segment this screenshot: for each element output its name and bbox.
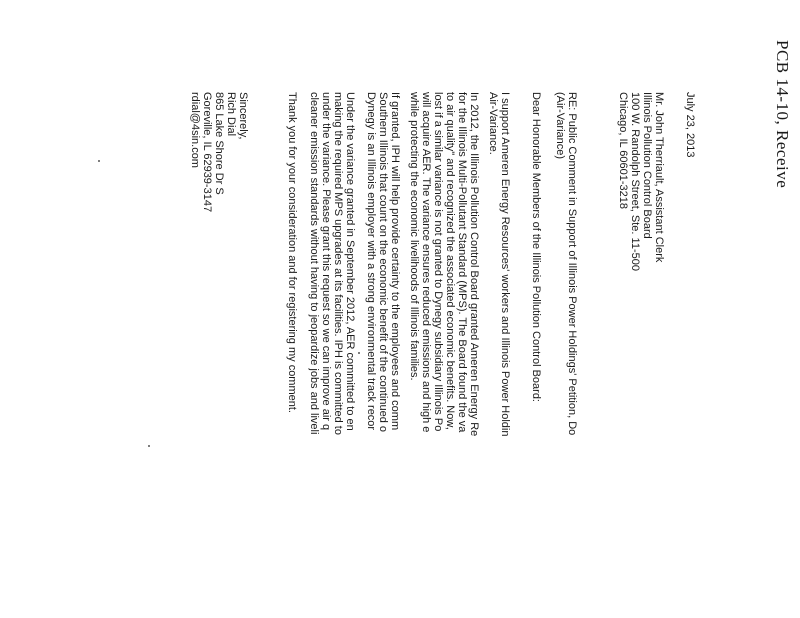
paragraph-background: [408, 92, 480, 436]
signature-block: [189, 92, 249, 212]
paragraph-line: I support Ameren Energy Resources' workers and Illinois Power Holdin: [499, 92, 511, 437]
paragraph-line: lost if a similar variance is not granted to Dynegy subsidiary Illinois Po: [432, 92, 444, 432]
paragraph-line: Southern Illinois that count on the economic benefit of the continued o: [377, 92, 389, 433]
paragraph-line: to air quality" and recognized the associated economic benefits. Now,: [444, 92, 456, 430]
paragraph-line: cleaner emission standards without having to jeopardize jobs and liveli: [308, 92, 320, 435]
paragraph-line: under the variance. Please grant this request so we can improve air q: [320, 92, 332, 431]
paragraph-line: Dynegy is an Illinois employer with a strong environmental track recor: [365, 92, 377, 431]
salutation: Dear Honorable Members of the Illinois Pollution Control Board:: [530, 92, 542, 402]
letter-date: July 23, 2013: [684, 92, 696, 158]
recipient-address: [617, 92, 665, 271]
paragraph-line: making the required MPS upgrades at its facilities. IPH is committed to: [332, 92, 344, 435]
signature-line: Rich Dial: [225, 92, 237, 137]
paragraph-line: In 2012, the Illinois Pollution Control Board granted Ameren Energy Re: [468, 92, 480, 437]
paragraph-line: for the Illinois Multi-Pollutant Standard (MPS). The Board found the va: [456, 92, 468, 433]
signature-line: 865 Lake Shore Dr S: [213, 92, 225, 195]
recipient-line: Mr. John Therriault, Assistant Clerk: [653, 92, 665, 263]
paragraph-certainty: [365, 92, 401, 432]
scan-speck: [148, 445, 150, 447]
signature-line: Sincerely,: [237, 92, 249, 140]
signature-line: rdial@4sin.com: [189, 92, 201, 168]
subject-line: [554, 92, 578, 435]
paragraph-commitment: [308, 92, 356, 435]
paragraph-line: Air-Variance.: [487, 92, 499, 155]
paragraph-line: while protecting the economic livelihoods of Illinois families.: [408, 92, 420, 381]
filing-stamp: PCB 14-10, Receive: [773, 40, 792, 189]
recipient-line: 100 W. Randolph Street, Ste. 11-500: [629, 92, 641, 271]
paragraph-thanks: [286, 92, 298, 413]
scan-speck: [98, 160, 100, 162]
paragraph-line: Under the variance granted in September 2012, AER committed to en: [344, 92, 356, 431]
recipient-line: Illinois Pollution Control Board: [641, 92, 653, 239]
paragraph-line: will acquire AER. The variance ensures reduced emissions and high e: [420, 92, 432, 433]
paragraph-line: Thank you for your consideration and for registering my comment.: [286, 92, 298, 413]
subject-text: (Air-Variance): [554, 92, 566, 160]
signature-line: Goreville, IL 62939-3147: [201, 92, 213, 213]
recipient-line: Chicago, IL 60601-3218: [617, 92, 629, 210]
paragraph-support: [487, 92, 511, 436]
paragraph-line: If granted, IPH will help provide certainty to the employees and comm: [389, 92, 401, 431]
scan-speck: [358, 352, 360, 354]
subject-text: RE: Public Comment in Support of Illinois Power Holdings' Petition, Do: [566, 92, 578, 436]
